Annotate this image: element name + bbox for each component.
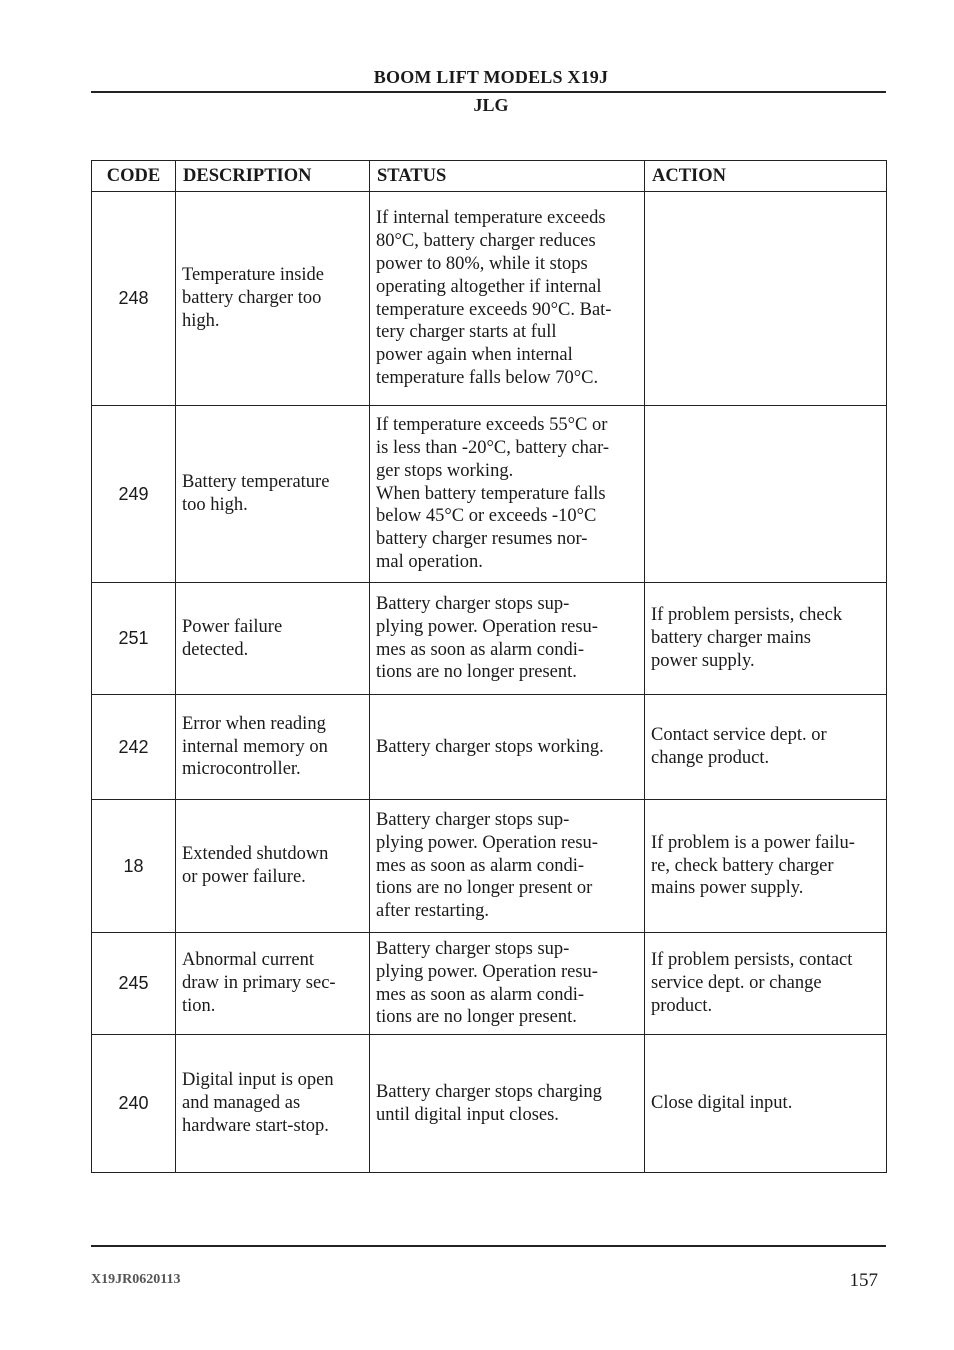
code-cell: 248 [92,192,176,406]
action-cell: Contact service dept. or change product. [645,695,887,800]
action-cell [645,406,887,583]
code-cell: 18 [92,800,176,933]
code-cell: 251 [92,583,176,695]
table-row [92,406,887,583]
description-cell: Extended shutdown or power failure. [176,800,370,933]
table-row [92,695,887,800]
description-cell: Battery temperature too high. [176,406,370,583]
action-cell: If problem is a power failu- re, check battery charger mains power supply. [645,800,887,933]
description-cell: Power failure detected. [176,583,370,695]
column-header-status: STATUS [370,161,645,192]
description-cell: Digital input is open and managed as hardware start-stop. [176,1035,370,1173]
code-cell: 245 [92,933,176,1035]
document-number: X19JR0620113 [91,1272,181,1287]
status-cell: Battery charger stops working. [370,695,645,800]
code-cell: 249 [92,406,176,583]
action-cell: Close digital input. [645,1035,887,1173]
column-header-code: CODE [92,161,176,192]
status-cell: Battery charger stops sup- plying power. Operation resu- mes as soon as alarm condi- tions are no longer present. [370,933,645,1035]
code-cell: 240 [92,1035,176,1173]
column-header-action: ACTION [645,161,887,192]
header-brand: JLG [473,95,509,115]
table-header-row [92,161,887,192]
action-cell: If problem persists, contact service dept. or change product. [645,933,887,1035]
column-header-description: DESCRIPTION [176,161,370,192]
page-number: 157 [849,1270,878,1291]
status-cell: If internal temperature exceeds 80°C, battery charger reduces power to 80%, while it stops operating altogether if internal temperature exceeds 90°C. Bat- tery charger starts at full power again when internal temperature falls below 70°C. [370,192,645,406]
footer-rule [91,1245,886,1247]
table-row [92,583,887,695]
header-title: BOOM LIFT MODELS X19J [373,67,609,87]
status-cell: Battery charger stops sup- plying power. Operation resu- mes as soon as alarm condi- tions are no longer present or after restarting. [370,800,645,933]
action-cell [645,192,887,406]
description-cell: Abnormal current draw in primary sec- tion. [176,933,370,1035]
status-cell: Battery charger stops charging until digital input closes. [370,1035,645,1173]
table-row [92,800,887,933]
table-row [92,192,887,406]
description-cell: Error when reading internal memory on microcontroller. [176,695,370,800]
description-cell: Temperature inside battery charger too high. [176,192,370,406]
status-cell: Battery charger stops sup- plying power. Operation resu- mes as soon as alarm condi- tions are no longer present. [370,583,645,695]
header-rule [91,91,886,93]
status-cell: If temperature exceeds 55°C or is less than -20°C, battery char- ger stops working. When battery temperature falls below 45°C or exceeds -10°C battery charger resumes nor- mal operation. [370,406,645,583]
action-cell: If problem persists, check battery charger mains power supply. [645,583,887,695]
table-row [92,1035,887,1173]
code-cell: 242 [92,695,176,800]
table-row [92,933,887,1035]
fault-code-table [91,160,887,1173]
